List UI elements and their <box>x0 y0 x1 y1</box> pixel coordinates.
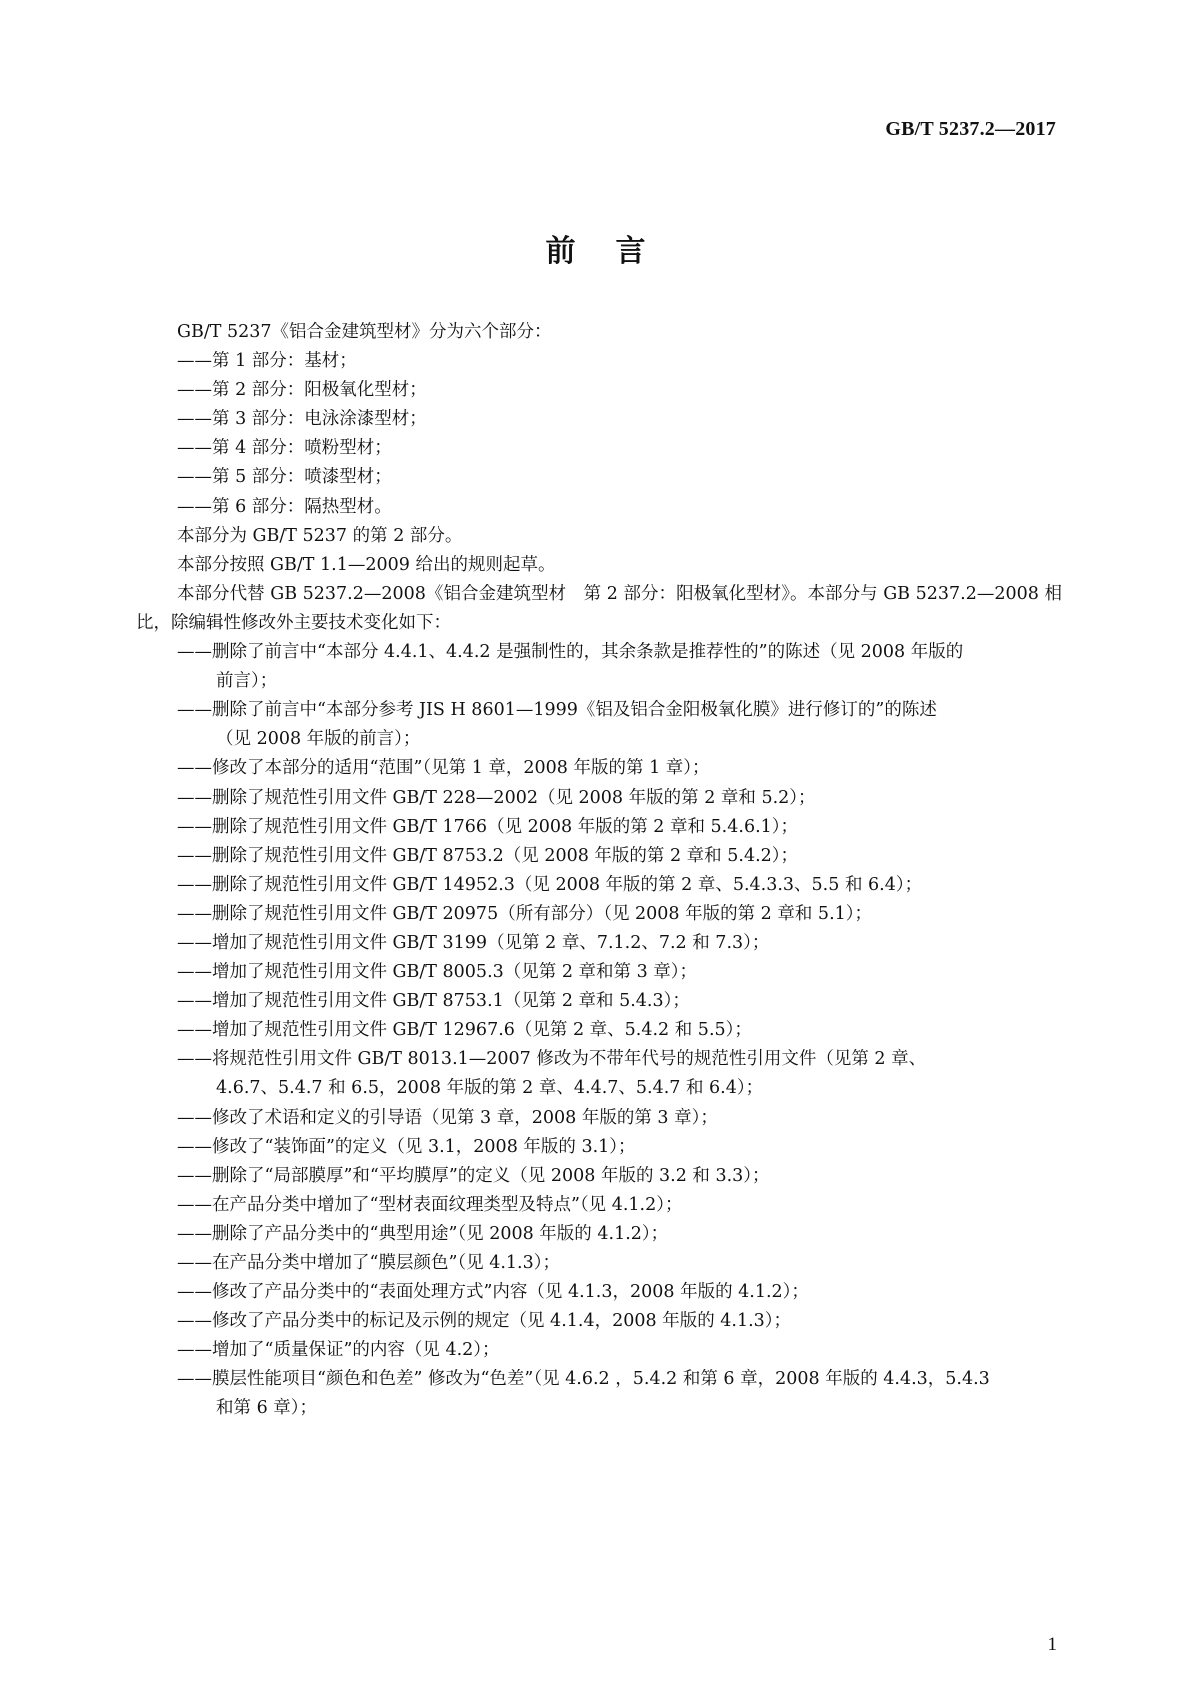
change-item: ——将规范性引用文件 GB/T 8013.1—2007 修改为不带年代号的规范性引用文件（见第 2 章、 <box>177 1049 927 1070</box>
change-item: ——在产品分类中增加了“型材表面纹理类型及特点”（见 4.1.2）； <box>177 1194 683 1215</box>
change-item: ——删除了规范性引用文件 GB/T 8753.2（见 2008 年版的第 2 章和 5.4.2）； <box>177 845 799 866</box>
change-item-continuation: 4.6.7、5.4.7 和 6.5，2008 年版的第 2 章、4.4.7、5.4.7 和 6.4）； <box>216 1078 764 1099</box>
changes-list <box>136 638 1062 1424</box>
change-item: ——增加了规范性引用文件 GB/T 8753.1（见第 2 章和 5.4.3）； <box>177 991 690 1012</box>
change-item: ——删除了规范性引用文件 GB/T 1766（见 2008 年版的第 2 章和 5.4.6.1）； <box>177 816 799 837</box>
change-item: ——删除了前言中“本部分参考 JIS H 8601—1999《铝及铝合金阳极氧化膜》进行修订的”的陈述 <box>177 700 937 721</box>
change-item: ——修改了术语和定义的引导语（见第 3 章，2008 年版的第 3 章）； <box>177 1107 718 1128</box>
intro-paragraph: GB/T 5237《铝合金建筑型材》分为六个部分： <box>177 322 552 342</box>
change-item: ——增加了规范性引用文件 GB/T 3199（见第 2 章、7.1.2、7.2 和 7.3）； <box>177 932 770 953</box>
change-item: ——删除了前言中“本部分 4.4.1、4.4.2 是强制性的，其余条款是推荐性的”的陈述（见 2008 年版的 <box>177 642 964 663</box>
replaces-paragraph: 本部分代替 GB 5237.2—2008《铝合金建筑型材 第 2 部分：阳极氧化型材》。本部分与 GB 5237.2—2008 相比，除编辑性修改外主要技术变化如下： <box>136 583 1062 633</box>
page-number: 1 <box>1047 1634 1057 1655</box>
change-item: ——增加了“质量保证”的内容（见 4.2）； <box>177 1340 500 1361</box>
change-item: ——修改了产品分类中的标记及示例的规定（见 4.1.4，2008 年版的 4.1.3）； <box>177 1311 792 1332</box>
foreword-body <box>136 318 1062 1424</box>
change-item-continuation: 和第 6 章）； <box>216 1398 318 1419</box>
change-item: ——删除了“局部膜厚”和“平均膜厚”的定义（见 2008 年版的 3.2 和 3.3）； <box>177 1165 770 1186</box>
change-item-continuation: 前言）； <box>216 671 278 692</box>
statement-paragraph: 本部分按照 GB/T 1.1—2009 给出的规则起草。 <box>177 554 556 575</box>
change-item: ——删除了规范性引用文件 GB/T 20975（所有部分）（见 2008 年版的第 2 章和 5.1）； <box>177 903 873 924</box>
change-item: ——删除了规范性引用文件 GB/T 228—2002（见 2008 年版的第 2 章和 5.2）； <box>177 787 816 808</box>
part-item: ——第 6 部分：隔热型材。 <box>177 496 392 517</box>
change-item: ——增加了规范性引用文件 GB/T 12967.6（见第 2 章、5.4.2 和 5.5）； <box>177 1020 752 1041</box>
change-item: ——修改了本部分的适用“范围”（见第 1 章，2008 年版的第 1 章）； <box>177 758 710 779</box>
change-item: ——删除了规范性引用文件 GB/T 14952.3（见 2008 年版的第 2 章、5.4.3.3、5.5 和 6.4）； <box>177 874 923 895</box>
part-item: ——第 1 部分：基材； <box>177 351 357 372</box>
change-item: ——修改了“装饰面”的定义（见 3.1，2008 年版的 3.1）； <box>177 1136 636 1157</box>
part-item: ——第 2 部分：阳极氧化型材； <box>177 380 427 401</box>
change-item-continuation: （见 2008 年版的前言）； <box>216 729 421 750</box>
statement-paragraph: 本部分为 GB/T 5237 的第 2 部分。 <box>177 525 463 546</box>
change-item: ——修改了产品分类中的“表面处理方式”内容（见 4.1.3，2008 年版的 4.1.2）； <box>177 1282 809 1303</box>
part-item: ——第 5 部分：喷漆型材； <box>177 467 392 488</box>
change-item: ——膜层性能项目“颜色和色差” 修改为“色差”（见 4.6.2 ，5.4.2 和第 6 章，2008 年版的 4.4.3，5.4.3 <box>177 1369 990 1390</box>
standard-number: GB/T 5237.2—2017 <box>885 118 1056 140</box>
page-title: 前言 <box>545 234 686 269</box>
change-item: ——增加了规范性引用文件 GB/T 8005.3（见第 2 章和第 3 章）； <box>177 962 698 983</box>
change-item: ——在产品分类中增加了“膜层颜色”（见 4.1.3）； <box>177 1253 560 1273</box>
part-item: ——第 3 部分：电泳涂漆型材； <box>177 409 427 430</box>
part-item: ——第 4 部分：喷粉型材； <box>177 438 392 459</box>
change-item: ——删除了产品分类中的“典型用途”（见 2008 年版的 4.1.2）； <box>177 1223 669 1244</box>
